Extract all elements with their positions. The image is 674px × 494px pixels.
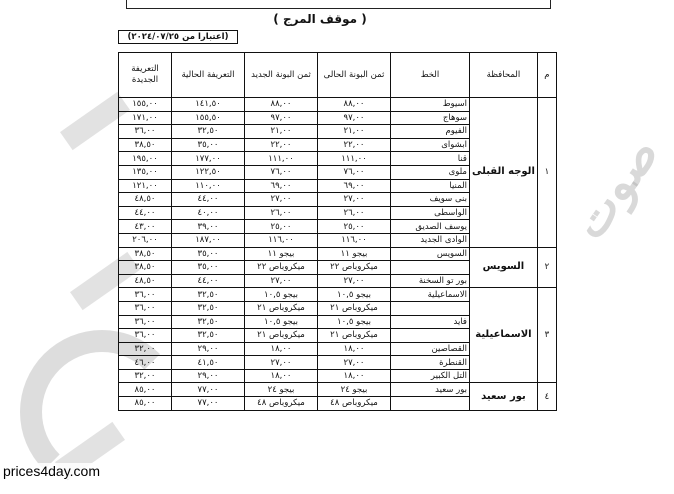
group-number-cell: ٤ [537, 383, 556, 410]
page-top-frame [126, 0, 551, 9]
new-price-cell: ١١١,٠٠ [245, 152, 318, 166]
line-cell: الواسطى [391, 206, 470, 220]
new-price-cell: ٩٧,٠٠ [245, 111, 318, 125]
group-number-cell: ٣ [537, 288, 556, 383]
page-title: ( موقف المرج ) [273, 12, 367, 26]
line-cell: اسيوط [391, 98, 470, 112]
current-tariff-cell: ٣٥,٠٠ [172, 261, 245, 275]
new-tariff-cell: ١٩٥,٠٠ [119, 152, 172, 166]
new-price-cell: ميكروباص ٤٨ [245, 397, 318, 411]
new-tariff-cell: ١٢١,٠٠ [119, 179, 172, 193]
new-price-cell: بيجو ١٠,٥ [245, 288, 318, 302]
current-price-cell: ٧٦,٠٠ [318, 165, 391, 179]
new-tariff-cell: ٣٢,٠٠ [119, 369, 172, 383]
current-price-cell: بيجو ١١ [318, 247, 391, 261]
current-price-cell: بيجو ١٠,٥ [318, 315, 391, 329]
current-tariff-cell: ٣٢,٥٠ [172, 301, 245, 315]
current-price-cell: ١٨,٠٠ [318, 369, 391, 383]
new-tariff-cell: ٢٠٦,٠٠ [119, 233, 172, 247]
current-tariff-cell: ٣٥,٠٠ [172, 138, 245, 152]
current-tariff-cell: ٤٤,٠٠ [172, 274, 245, 288]
line-cell: التل الكبير [391, 369, 470, 383]
current-tariff-cell: ٢٩,٠٠ [172, 369, 245, 383]
line-cell: قنا [391, 152, 470, 166]
current-price-cell: ٢٧,٠٠ [318, 356, 391, 370]
current-tariff-cell: ٣٥,٠٠ [172, 247, 245, 261]
current-tariff-cell: ١٧٧,٠٠ [172, 152, 245, 166]
current-price-cell: ٦٩,٠٠ [318, 179, 391, 193]
line-cell [391, 261, 470, 275]
line-cell: ملوى [391, 165, 470, 179]
current-price-cell: ميكروباص ٢١ [318, 329, 391, 343]
line-cell [391, 397, 470, 411]
col-header-line: الخط [391, 53, 470, 98]
new-price-cell: ١٨,٠٠ [245, 342, 318, 356]
col-header-new-price: ثمن البونة الجديد [245, 53, 318, 98]
current-price-cell: ٩٧,٠٠ [318, 111, 391, 125]
current-price-cell: ٢٧,٠٠ [318, 274, 391, 288]
current-tariff-cell: ٣٢,٥٠ [172, 125, 245, 139]
current-tariff-cell: ٣٢,٥٠ [172, 329, 245, 343]
current-tariff-cell: ٧٧,٠٠ [172, 397, 245, 411]
current-tariff-cell: ١١٠,٠٠ [172, 179, 245, 193]
current-price-cell: ميكروباص ٤٨ [318, 397, 391, 411]
current-tariff-cell: ١٤١,٥٠ [172, 98, 245, 112]
current-price-cell: ميكروباص ٢١ [318, 301, 391, 315]
new-tariff-cell: ٣٦,٠٠ [119, 315, 172, 329]
current-price-cell: ٢٥,٠٠ [318, 220, 391, 234]
new-price-cell: ٢٧,٠٠ [245, 274, 318, 288]
new-tariff-cell: ٤٨,٥٠ [119, 274, 172, 288]
new-price-cell: ١٨,٠٠ [245, 369, 318, 383]
table-header-row [119, 53, 557, 98]
new-price-cell: ٢٦,٠٠ [245, 206, 318, 220]
new-tariff-cell: ٣٨,٥٠ [119, 247, 172, 261]
current-tariff-cell: ١٥٥,٥٠ [172, 111, 245, 125]
line-cell: القصاصين [391, 342, 470, 356]
current-price-cell: ميكروباص ٢٢ [318, 261, 391, 275]
table-row [119, 383, 557, 397]
new-price-cell: ٢٧,٠٠ [245, 356, 318, 370]
line-cell: الاسماعيلية [391, 288, 470, 302]
new-price-cell: بيجو ٢٤ [245, 383, 318, 397]
new-price-cell: ٧٦,٠٠ [245, 165, 318, 179]
new-tariff-cell: ١٣٥,٠٠ [119, 165, 172, 179]
new-tariff-cell: ٤٣,٠٠ [119, 220, 172, 234]
current-tariff-cell: ٤٤,٠٠ [172, 193, 245, 207]
new-price-cell: ٢١,٠٠ [245, 125, 318, 139]
col-header-governorate: المحافظة [470, 53, 538, 98]
table-row [119, 247, 557, 261]
new-price-cell: ميكروباص ٢١ [245, 301, 318, 315]
current-price-cell: ١١١,٠٠ [318, 152, 391, 166]
new-tariff-cell: ٨٥,٠٠ [119, 397, 172, 411]
line-cell: الفيوم [391, 125, 470, 139]
current-tariff-cell: ٢٩,٠٠ [172, 342, 245, 356]
line-cell: بور سعيد [391, 383, 470, 397]
table-row [119, 98, 557, 112]
current-price-cell: ٢٦,٠٠ [318, 206, 391, 220]
new-tariff-cell: ٣٢,٠٠ [119, 342, 172, 356]
line-cell [391, 301, 470, 315]
current-price-cell: ٢١,٠٠ [318, 125, 391, 139]
new-tariff-cell: ١٥٥,٠٠ [119, 98, 172, 112]
line-cell: بنى سويف [391, 193, 470, 207]
new-tariff-cell: ٤٦,٠٠ [119, 356, 172, 370]
current-tariff-cell: ١٢٢,٥٠ [172, 165, 245, 179]
col-header-current-tariff: التعريفة الحالية [172, 53, 245, 98]
new-price-cell: ميكروباص ٢٢ [245, 261, 318, 275]
new-tariff-cell: ٣٨,٥٠ [119, 261, 172, 275]
current-tariff-cell: ٣٢,٥٠ [172, 288, 245, 302]
new-tariff-cell: ١٧١,٠٠ [119, 111, 172, 125]
new-price-cell: ميكروباص ٢١ [245, 329, 318, 343]
new-price-cell: ٢٥,٠٠ [245, 220, 318, 234]
new-tariff-cell: ٤٨,٥٠ [119, 193, 172, 207]
line-cell: الوادى الجديد [391, 233, 470, 247]
current-tariff-cell: ١٨٧,٠٠ [172, 233, 245, 247]
new-price-cell: بيجو ١١ [245, 247, 318, 261]
governorate-cell: الاسماعيلية [470, 288, 538, 383]
new-price-cell: ٦٩,٠٠ [245, 179, 318, 193]
line-cell: السويس [391, 247, 470, 261]
line-cell [391, 329, 470, 343]
group-number-cell: ١ [537, 98, 556, 248]
site-watermark-label: prices4day.com [0, 463, 103, 479]
new-tariff-cell: ٣٦,٠٠ [119, 301, 172, 315]
new-price-cell: ٨٨,٠٠ [245, 98, 318, 112]
effective-date-note: (اعتبارا من ٢٠٢٤/٠٧/٢٥) [118, 30, 238, 44]
current-tariff-cell: ٣٢,٥٠ [172, 315, 245, 329]
new-price-cell: بيجو ١٠,٥ [245, 315, 318, 329]
governorate-cell: بور سعيد [470, 383, 538, 410]
current-tariff-cell: ٤١,٥٠ [172, 356, 245, 370]
new-tariff-cell: ٣٦,٠٠ [119, 288, 172, 302]
current-tariff-cell: ٤٠,٠٠ [172, 206, 245, 220]
table-row [119, 288, 557, 302]
line-cell: المنيا [391, 179, 470, 193]
line-cell: يوسف الصديق [391, 220, 470, 234]
current-price-cell: ٢٧,٠٠ [318, 193, 391, 207]
col-header-current-price: ثمن البونة الحالى [318, 53, 391, 98]
fare-table [118, 52, 557, 411]
current-price-cell: ٢٢,٠٠ [318, 138, 391, 152]
col-header-new-tariff: التعريفة الجديدة [119, 53, 172, 98]
current-price-cell: ١٨,٠٠ [318, 342, 391, 356]
governorate-cell: الوجه القبلى [470, 98, 538, 248]
new-tariff-cell: ٤٤,٠٠ [119, 206, 172, 220]
watermark-logo: صوت [560, 126, 671, 250]
current-price-cell: ١١٦,٠٠ [318, 233, 391, 247]
new-price-cell: ١١٦,٠٠ [245, 233, 318, 247]
current-tariff-cell: ٧٧,٠٠ [172, 383, 245, 397]
line-cell: بور تو السخنة [391, 274, 470, 288]
new-price-cell: ٢٢,٠٠ [245, 138, 318, 152]
new-tariff-cell: ٨٥,٠٠ [119, 383, 172, 397]
line-cell: فايد [391, 315, 470, 329]
current-price-cell: بيجو ١٠,٥ [318, 288, 391, 302]
new-tariff-cell: ٣٦,٠٠ [119, 329, 172, 343]
new-tariff-cell: ٣٦,٠٠ [119, 125, 172, 139]
current-tariff-cell: ٣٩,٠٠ [172, 220, 245, 234]
line-cell: ابشواى [391, 138, 470, 152]
group-number-cell: ٢ [537, 247, 556, 288]
current-price-cell: بيجو ٢٤ [318, 383, 391, 397]
line-cell: القنطرة [391, 356, 470, 370]
governorate-cell: السويس [470, 247, 538, 288]
new-tariff-cell: ٣٨,٥٠ [119, 138, 172, 152]
new-price-cell: ٢٧,٠٠ [245, 193, 318, 207]
col-header-number: م [537, 53, 556, 98]
current-price-cell: ٨٨,٠٠ [318, 98, 391, 112]
line-cell: سوهاج [391, 111, 470, 125]
